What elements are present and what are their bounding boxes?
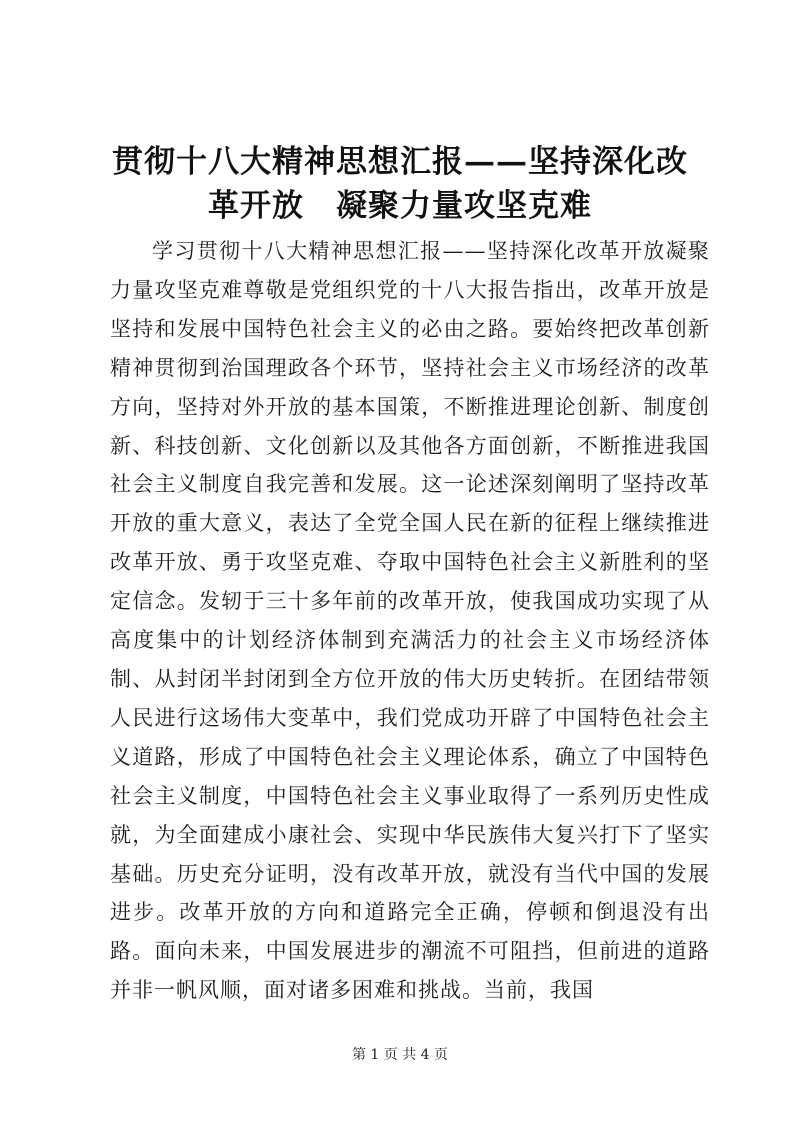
document-title: 贯彻十八大精神思想汇报——坚持深化改革开放 凝聚力量攻坚克难 (112, 144, 688, 224)
document-body-paragraph: 学习贯彻十八大精神思想汇报——坚持深化改革开放凝聚力量攻坚克难尊敬是党组织党的十八大报告指出，改革开放是坚持和发展中国特色社会主义的必由之路。要始终把改革创新精神贯彻到治国理政各个环节，坚持社会主义市场经济的改革方向，坚持对外开放的基本国策，不断推进理论创新、制度创新、科技创新、文化创新以及其他各方面创新，不断推进我国社会主义制度自我完善和发展。这一论述深刻阐明了坚持改革开放的重大意义，表达了全党全国人民在新的征程上继续推进改革开放、勇于攻坚克难、夺取中国特色社会主义新胜利的坚定信念。发轫于三十多年前的改革开放，使我国成功实现了从高度集中的计划经济体制到充满活力的社会主义市场经济体制、从封闭半封闭到全方位开放的伟大历史转折。在团结带领人民进行这场伟大变革中，我们党成功开辟了中国特色社会主义道路，形成了中国特色社会主义理论体系，确立了中国特色社会主义制度，中国特色社会主义事业取得了一系列历史性成就，为全面建成小康社会、实现中华民族伟大复兴打下了坚实基础。历史充分证明，没有改革开放，就没有当代中国的发展进步。改革开放的方向和道路完全正确，停顿和倒退没有出路。面向未来，中国发展进步的潮流不可阻挡，但前进的道路并非一帆风顺，面对诸多困难和挑战。当前，我国 (110, 239, 710, 1003)
page-number-footer: 第 1 页 共 4 页 (351, 1047, 449, 1063)
